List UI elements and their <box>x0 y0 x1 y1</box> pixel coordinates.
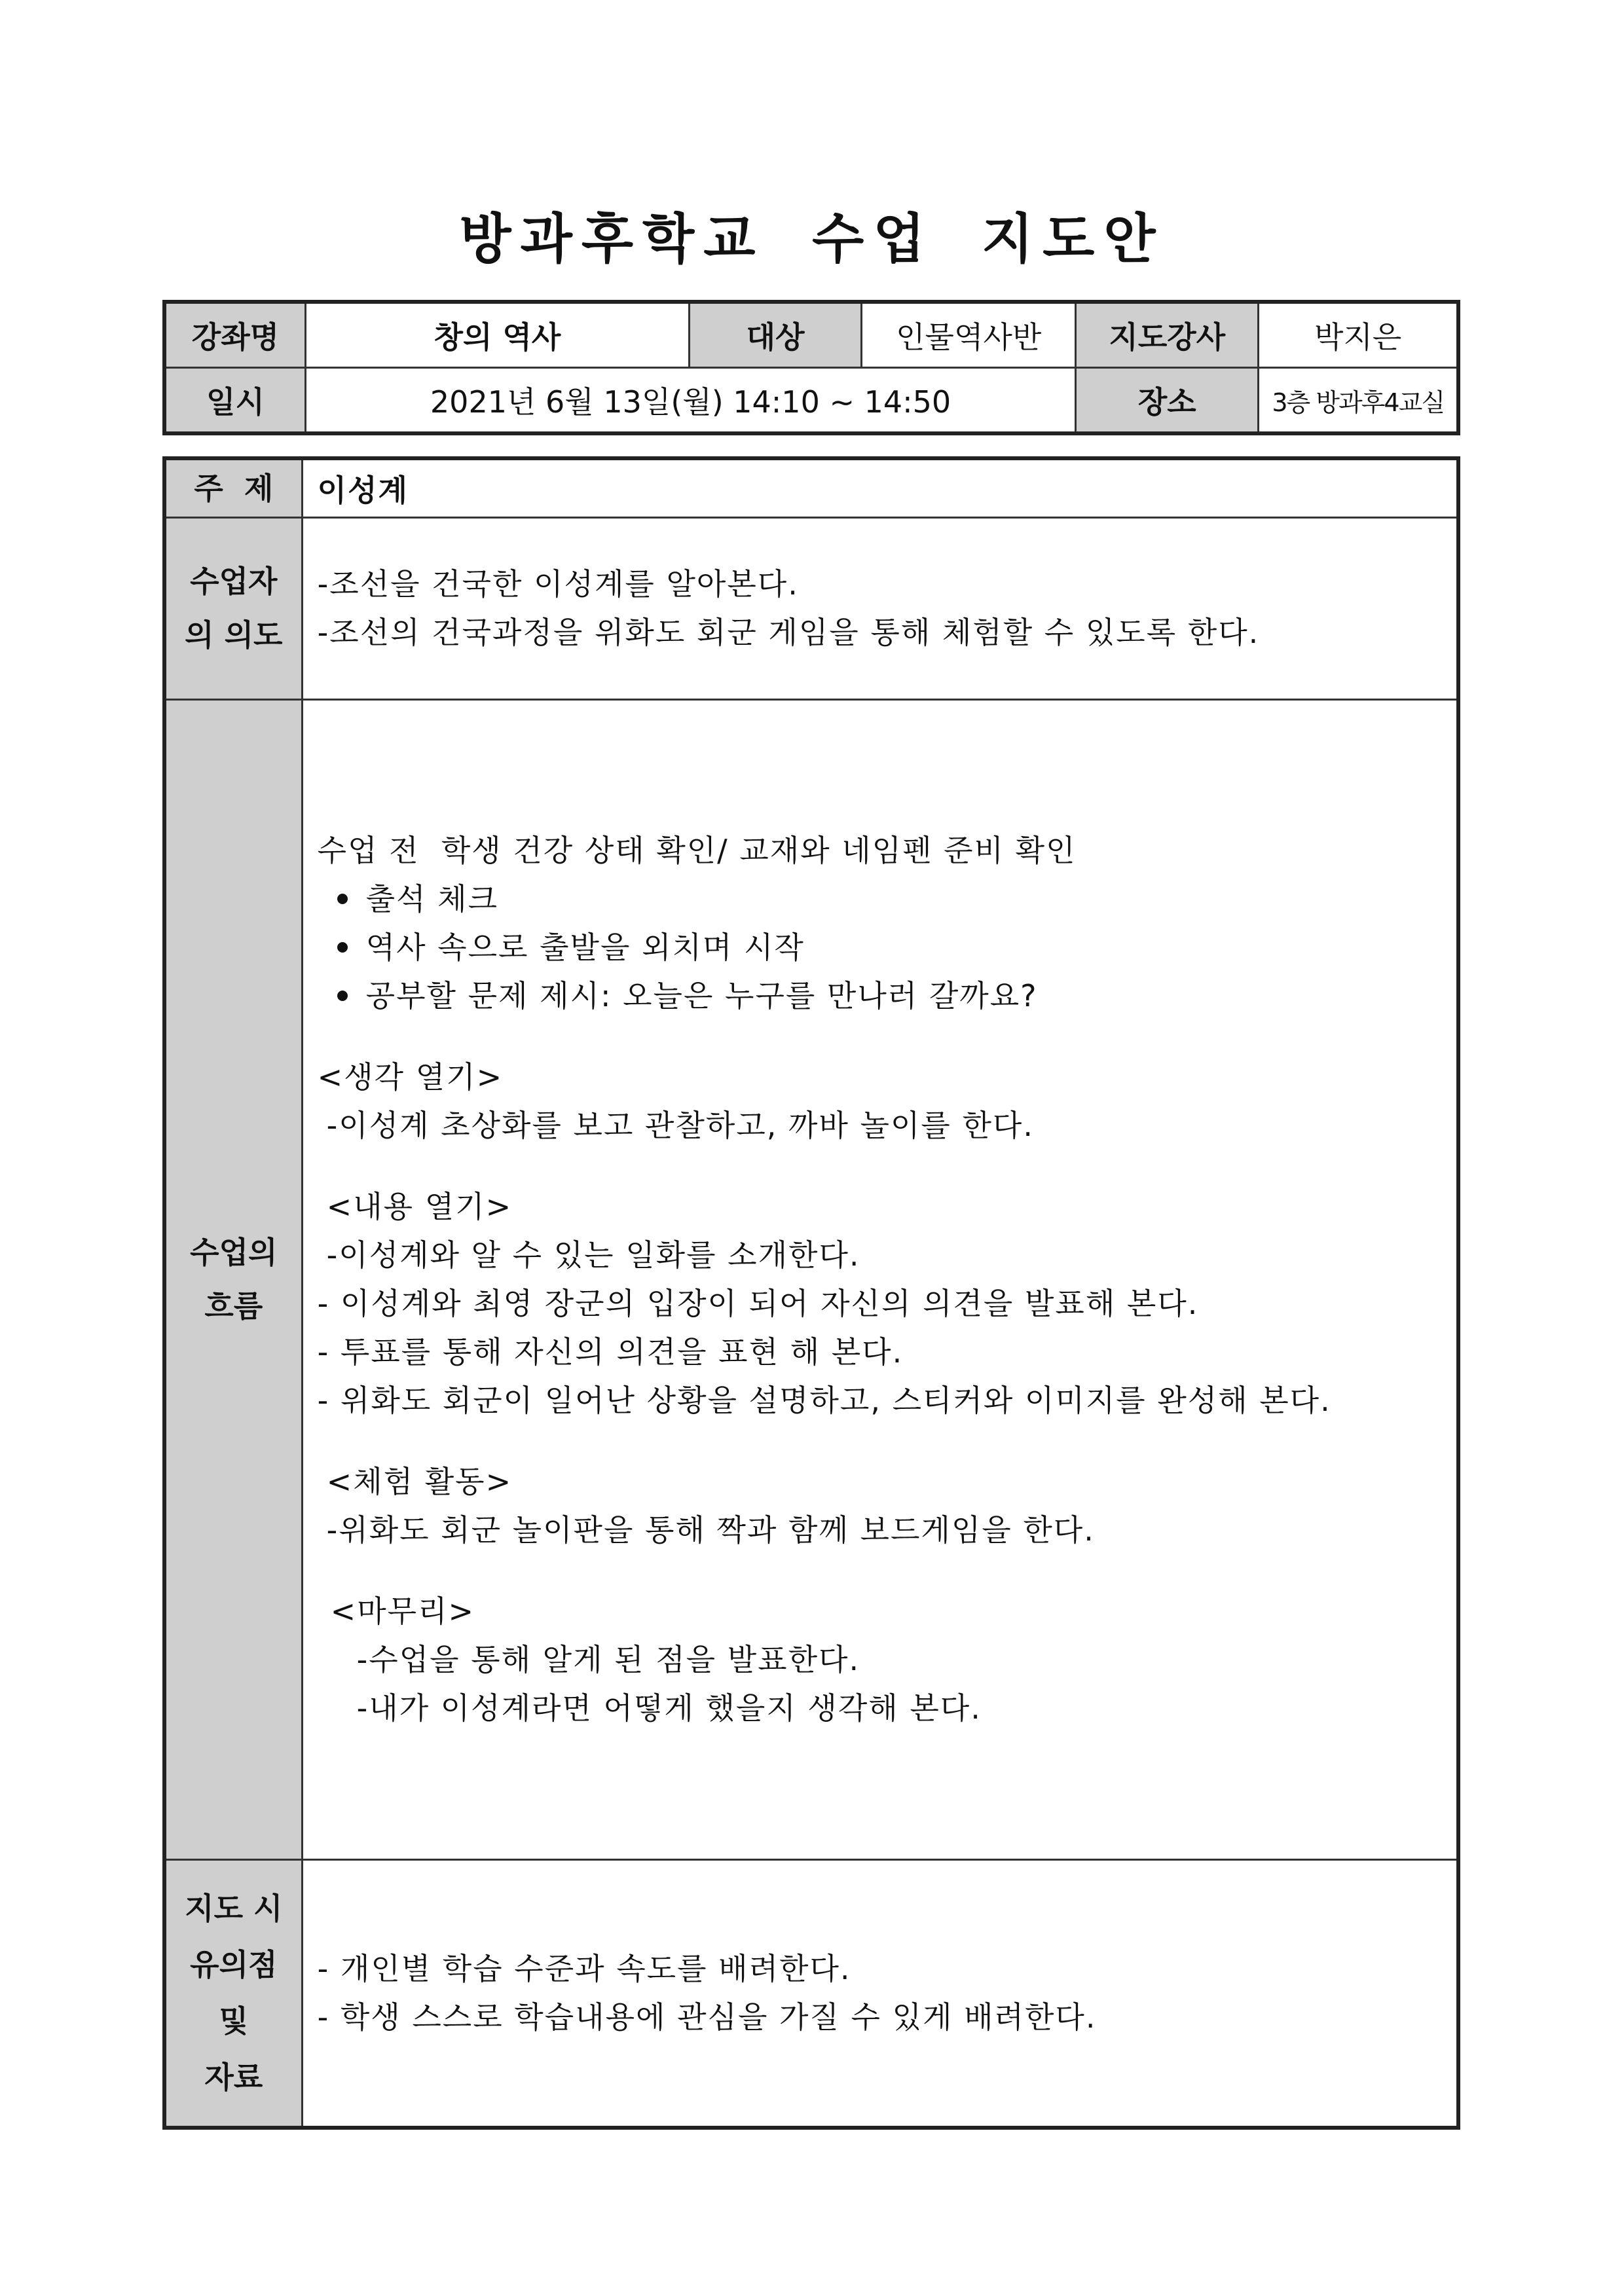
wrap-line: -수업을 통해 알게 된 점을 발표한다. <box>356 1642 860 1677</box>
activity-heading: <체험 활동> <box>326 1464 513 1499</box>
bullet-dot-icon <box>337 894 348 904</box>
bullet-text: 역사 속으로 출발을 외치며 시작 <box>365 930 805 965</box>
wrap-heading: <마무리> <box>330 1594 475 1629</box>
teacher-label: 지도강사 <box>1076 302 1259 368</box>
teacher-value: 박지은 <box>1259 302 1458 368</box>
content-line: -이성계와 알 수 있는 일화를 소개한다. <box>326 1237 860 1273</box>
target-value: 인물역사반 <box>862 302 1076 368</box>
bullet-item <box>318 875 1456 923</box>
bullet-text: 공부할 문제 제시: 오늘은 누구를 만나러 갈까요? <box>365 978 1038 1013</box>
place-label: 장소 <box>1076 368 1259 434</box>
intent-line: -조선의 건국과정을 위화도 회군 게임을 통해 체험할 수 있도록 한다. <box>317 615 1260 650</box>
intent-label-line: 수업자 <box>190 564 278 599</box>
topic-value: 이성계 <box>302 458 1458 517</box>
lesson-plan-table <box>162 456 1460 2130</box>
flow-label <box>164 699 302 1859</box>
content-line: - 투표를 통해 자신의 의견을 표현 해 본다. <box>317 1334 904 1370</box>
bullet-item <box>318 923 1456 972</box>
intent-content <box>302 517 1458 699</box>
lesson-info-table <box>162 300 1460 435</box>
activity-line: -위화도 회군 놀이판을 통해 짝과 함께 보드게임을 한다. <box>326 1512 1095 1548</box>
intent-label <box>164 517 302 699</box>
wrap-line: -내가 이성계라면 어떻게 했을지 생각해 본다. <box>356 1690 982 1726</box>
document-title: 방과후학교 수업 지도안 <box>459 208 1165 270</box>
course-label: 강좌명 <box>164 302 305 368</box>
notes-content <box>302 1859 1458 2128</box>
notes-label <box>164 1859 302 2128</box>
content-line: - 이성계와 최영 장군의 입장이 되어 자신의 의견을 발표해 본다. <box>317 1286 1199 1321</box>
notes-line: - 개인별 학습 수준과 속도를 배려한다. <box>317 1951 851 1987</box>
notes-line: - 학생 스스로 학습내용에 관심을 가질 수 있게 배려한다. <box>317 1999 1097 2035</box>
flow-label-line: 흐름 <box>204 1288 263 1324</box>
bullet-dot-icon <box>337 942 348 953</box>
notes-label-line: 자료 <box>204 2060 263 2096</box>
intent-line: -조선을 건국한 이성계를 알아본다. <box>317 566 799 602</box>
course-value: 창의 역사 <box>305 302 689 368</box>
flow-content <box>302 699 1458 1859</box>
think-line: -이성계 초상화를 보고 관찰하고, 까바 놀이를 한다. <box>326 1108 1034 1143</box>
intent-label-line: 의 의도 <box>185 617 283 653</box>
bullet-dot-icon <box>337 991 348 1001</box>
think-heading: <생각 열기> <box>317 1059 504 1095</box>
bullet-text: 출석 체크 <box>365 881 499 917</box>
date-label: 일시 <box>164 368 305 434</box>
place-value: 3층 방과후4교실 <box>1259 368 1458 434</box>
target-label: 대상 <box>689 302 861 368</box>
content-heading: <내용 열기> <box>326 1189 513 1224</box>
flow-label-line: 수업의 <box>190 1235 278 1270</box>
notes-label-line: 지도 시 <box>185 1891 283 1927</box>
bullet-item <box>318 972 1456 1020</box>
topic-label: 주 제 <box>164 458 302 517</box>
date-value: 2021년 6월 13일(월) 14:10 ~ 14:50 <box>305 368 1075 434</box>
notes-label-line: 및 <box>219 2003 249 2039</box>
content-line: - 위화도 회군이 일어난 상황을 설명하고, 스티커와 이미지를 완성해 본다. <box>317 1383 1331 1418</box>
flow-intro: 수업 전 학생 건강 상태 확인/ 교재와 네임펜 준비 확인 <box>317 833 1077 868</box>
notes-label-line: 유의점 <box>190 1947 278 1983</box>
